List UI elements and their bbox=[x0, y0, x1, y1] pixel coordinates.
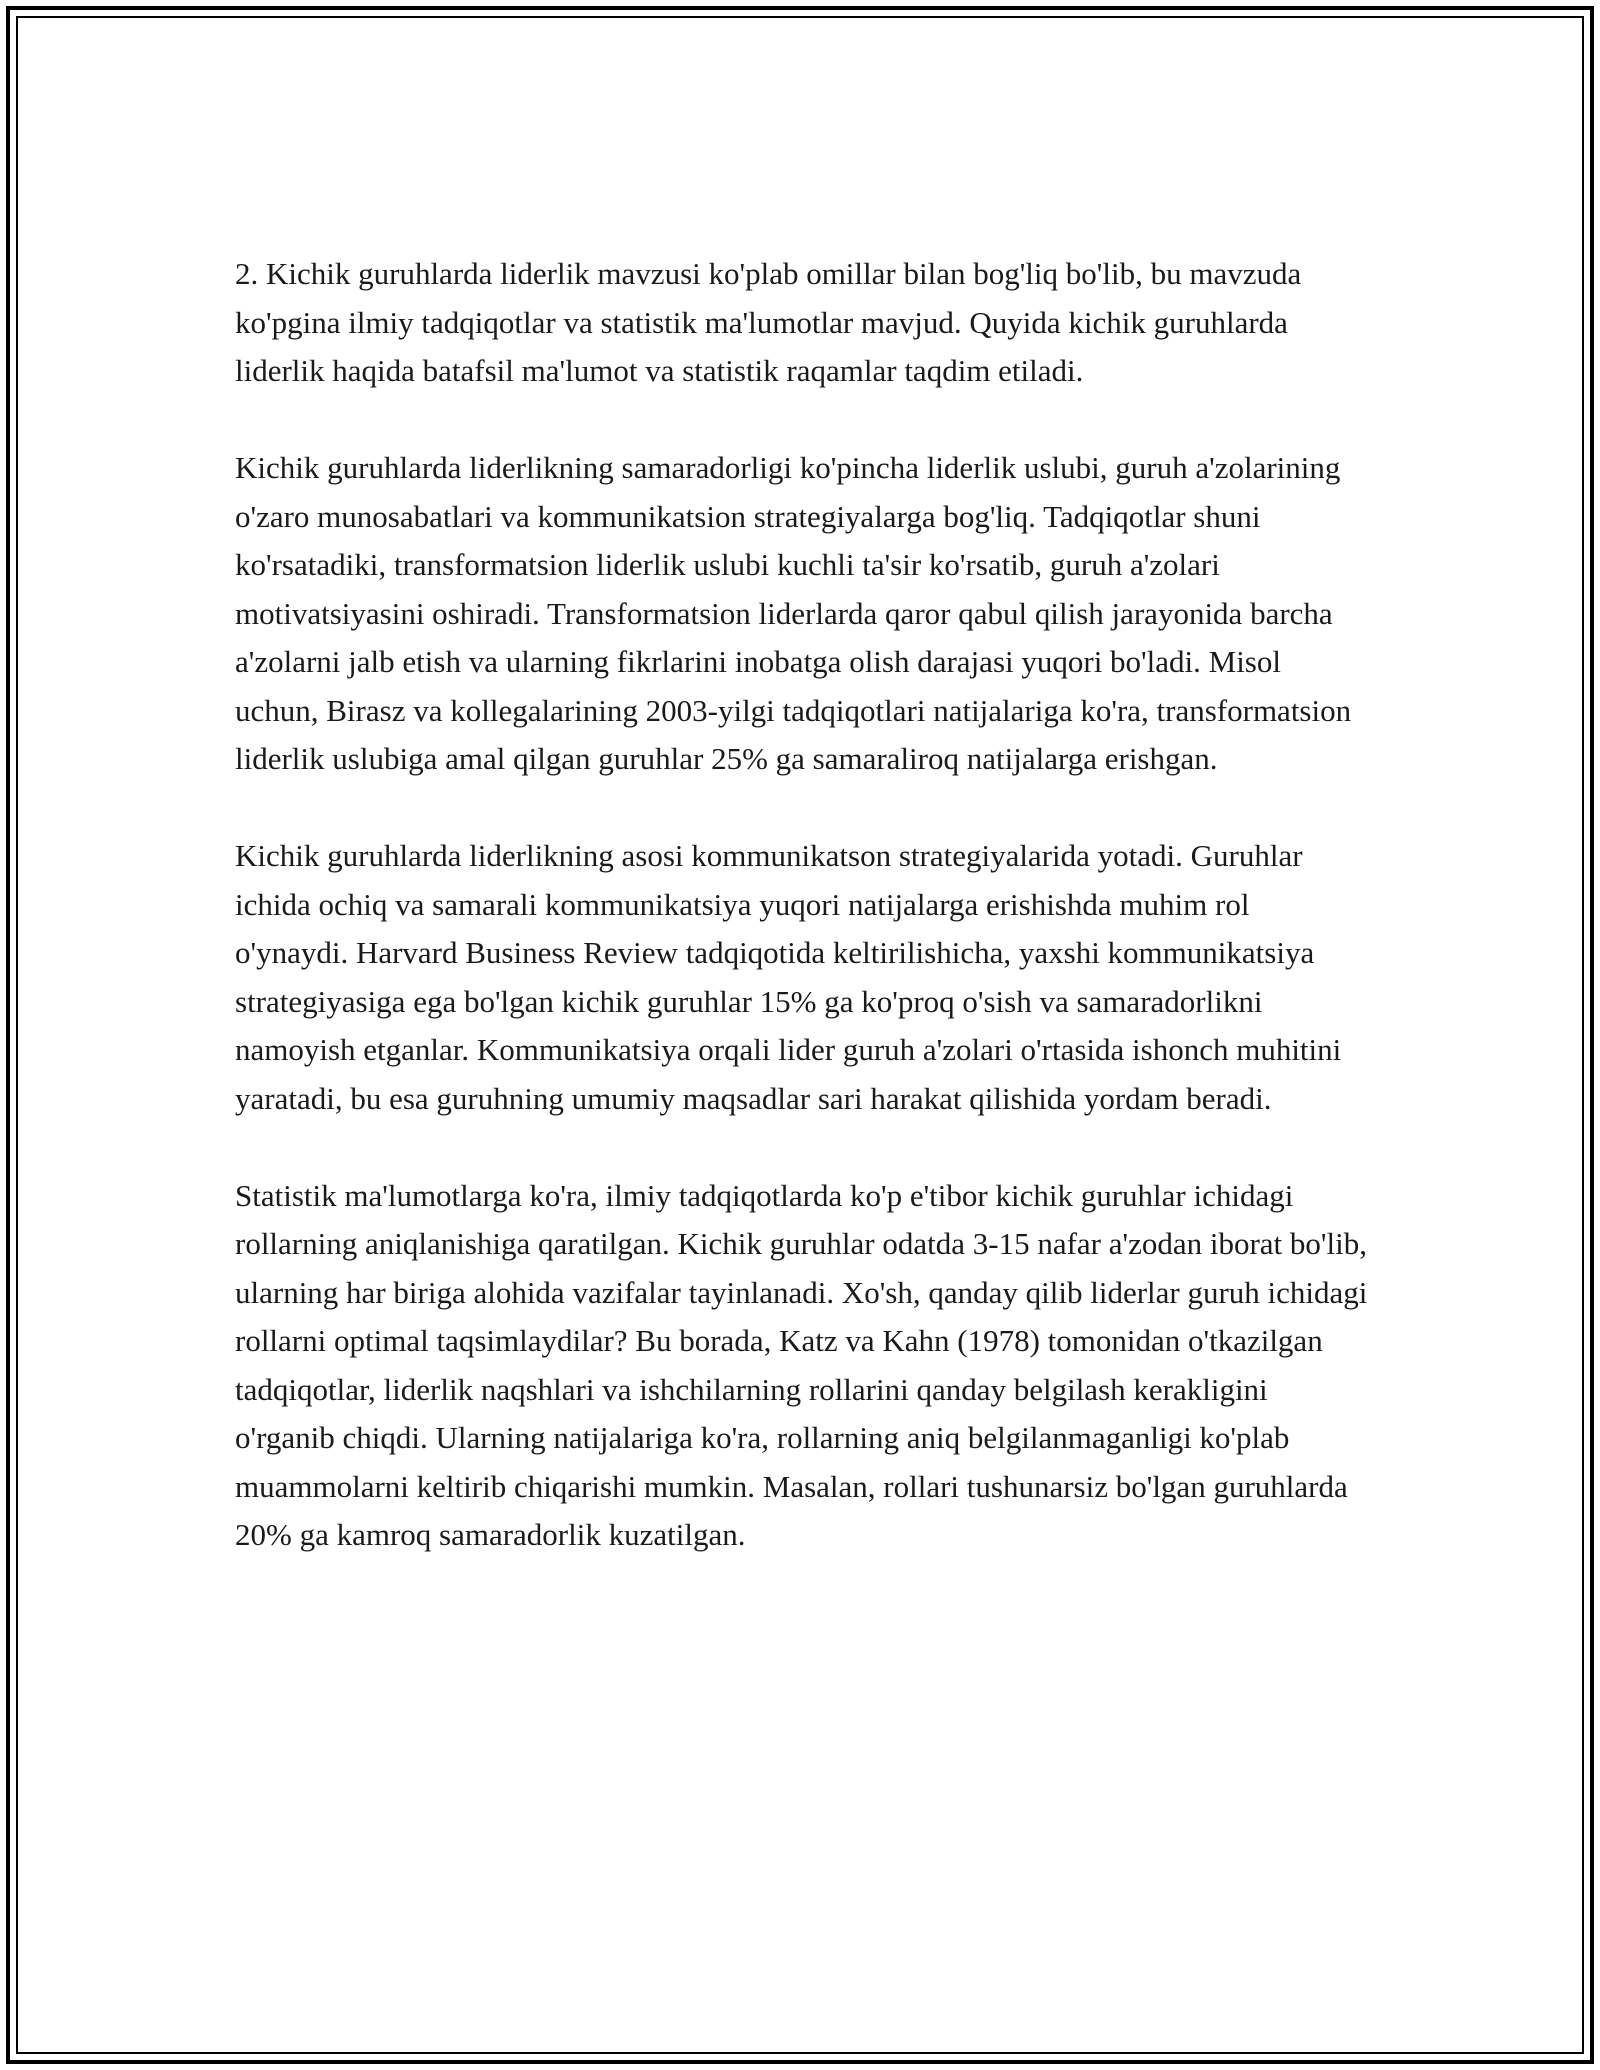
document-body bbox=[235, 250, 1370, 1608]
paragraph-1: 2. Kichik guruhlarda liderlik mavzusi ko'plab omillar bilan bog'liq bo'lib, bu mavzuda ko'pgina ilmiy tadqiqotlar va statistik ma'lumotlar mavjud. Quyida kichik guruhlarda liderlik haqida batafsil ma'lumot va statistik raqamlar taqdim etiladi. bbox=[235, 256, 1302, 388]
paragraph-2: Kichik guruhlarda liderlikning samaradorligi ko'pincha liderlik uslubi, guruh a'zolarining o'zaro munosabatlari va kommunikatsion strategiyalarga bog'liq. Tadqiqotlar shuni ko'rsatadiki, transformatsion liderlik uslubi kuchli ta'sir ko'rsatib, guruh a'zolari motivatsiyasini oshiradi. Transformatsion liderlarda qaror qabul qilish jarayonida barcha a'zolarni jalb etish va ularning fikrlarini inobatga olish darajasi yuqori bo'ladi. Misol uchun, Birasz va kollegalarining 2003-yilgi tadqiqotlari natijalariga ko'ra, transformatsion liderlik uslubiga amal qilgan guruhlar 25% ga samaraliroq natijalarga erishgan. bbox=[235, 450, 1352, 776]
paragraph-4: Statistik ma'lumotlarga ko'ra, ilmiy tadqiqotlarda ko'p e'tibor kichik guruhlar ichidagi rollarning aniqlanishiga qaratilgan. Kichik guruhlar odatda 3-15 nafar a'zodan iborat bo'lib, ularning har biriga alohida vazifalar tayinlanadi. Xo'sh, qanday qilib liderlar guruh ichidagi rollarni optimal taqsimlaydilar? Bu borada, Katz va Kahn (1978) tomonidan o'tkazilgan tadqiqotlar, liderlik naqshlari va ishchilarning rollarini qanday belgilash kerakligini o'rganib chiqdi. Ularning natijalariga ko'ra, rollarning aniq belgilanmaganligi ko'plab muammolarni keltirib chiqarishi mumkin. Masalan, rollari tushunarsiz bo'lgan guruhlarda 20% ga kamroq samaradorlik kuzatilgan. bbox=[235, 1177, 1368, 1552]
paragraph-3: Kichik guruhlarda liderlikning asosi kommunikatson strategiyalarida yotadi. Guruhlar ichida ochiq va samarali kommunikatsiya yuqori natijalarga erishishda muhim rol o'ynaydi. Harvard Business Review tadqiqotida keltirilishicha, yaxshi kommunikatsiya strategiyasiga ega bo'lgan kichik guruhlar 15% ga ko'proq o'sish va samaradorlikni namoyish etganlar. Kommunikatsiya orqali lider guruh a'zolari o'rtasida ishonch muhitini yaratadi, bu esa guruhning umumiy maqsadlar sari harakat qilishida yordam beradi. bbox=[235, 838, 1342, 1116]
